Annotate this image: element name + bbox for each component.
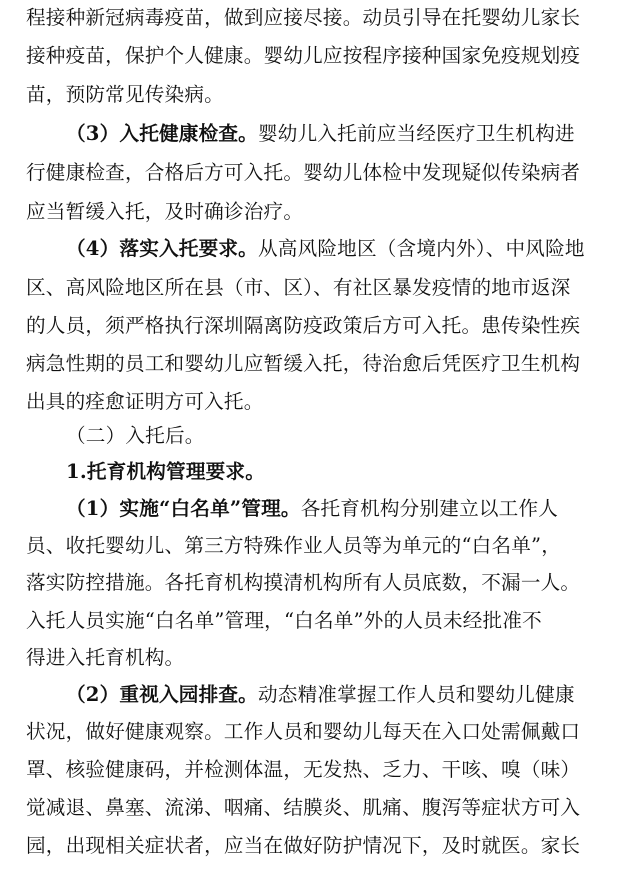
text-segment: 觉减退、鼻塞、流涕、咽痛、结膜炎、肌痛、腹泻等症状方可入 [26,796,581,819]
text-segment: 应当暂缓入托，及时确诊治疗。 [26,200,304,223]
heading-text: （2）重视入园排查。 [66,683,258,706]
text-segment: 接种疫苗，保护个人健康。婴幼儿应按程序接种国家免疫规划疫 [26,44,581,67]
section-heading-4 [66,233,585,265]
text-segment: 苗，预防常见传染病。 [26,83,224,106]
section-heading-2 [66,679,575,711]
text-line [26,79,224,111]
text-segment: 罩、核验健康码，并检测体温，无发热、乏力、干咳、嗅（味） [26,758,581,781]
text-line [26,605,542,637]
text-segment: 程接种新冠病毒疫苗，做到应接尽接。动员引导在托婴幼儿家长 [26,6,581,29]
heading-text: （3）入托健康检查。 [66,122,258,145]
heading-text: （4）落实入托要求。 [66,237,258,260]
section-heading-part-2 [66,420,205,452]
text-line [26,40,580,72]
text-segment: 从高风险地区（含境内外）、中风险地 [257,237,585,260]
text-segment: 出具的痊愈证明方可入托。 [26,390,264,413]
subsection-heading-1 [66,456,265,488]
heading-text: 1.托育机构管理要求。 [66,460,265,483]
text-segment: 病急性期的员工和婴幼儿应暂缓入托，待治愈后凭医疗卫生机构 [26,352,581,375]
text-line [26,386,264,418]
text-line [26,2,580,34]
text-line [26,196,303,228]
text-segment: 员、收托婴幼儿、第三方特殊作业人员等为单元的“白名单”， [26,534,562,557]
text-line [26,530,561,562]
text-line [26,830,580,862]
text-line [26,272,570,304]
heading-text: （二）入托后。 [66,424,205,447]
text-line [26,567,580,599]
text-line [26,157,580,189]
text-line [26,310,580,342]
text-line [26,716,580,748]
text-segment: 入托人员实施“白名单”管理，“白名单”外的人员未经批准不 [26,609,542,632]
text-segment: 动态精准掌握工作人员和婴幼儿健康 [257,683,575,706]
text-segment: 落实防控措施。各托育机构摸清机构所有人员底数，不漏一人。 [26,571,581,594]
text-segment: 得进入托育机构。 [26,646,185,669]
text-segment: 婴幼儿入托前应当经医疗卫生机构进 [257,122,575,145]
text-segment: 的人员，须严格执行深圳隔离防疫政策后方可入托。患传染性疾 [26,314,581,337]
text-line [26,348,580,380]
text-segment: 状况，做好健康观察。工作人员和婴幼儿每天在入口处需佩戴口 [26,720,581,743]
text-segment: 行健康检查，合格后方可入托。婴幼儿体检中发现疑似传染病者 [26,161,581,184]
text-line [26,642,184,674]
text-line [26,754,580,786]
text-segment: 区、高风险地区所在县（市、区）、有社区暴发疫情的地市返深 [26,276,571,299]
text-segment: 园，出现相关症状者，应当在做好防护情况下，及时就医。家长 [26,834,581,857]
section-heading-1 [66,493,558,525]
text-line [26,792,580,824]
section-heading-3 [66,118,575,150]
text-segment: 各托育机构分别建立以工作人 [300,497,559,520]
heading-text: （1）实施“白名单”管理。 [66,497,301,520]
